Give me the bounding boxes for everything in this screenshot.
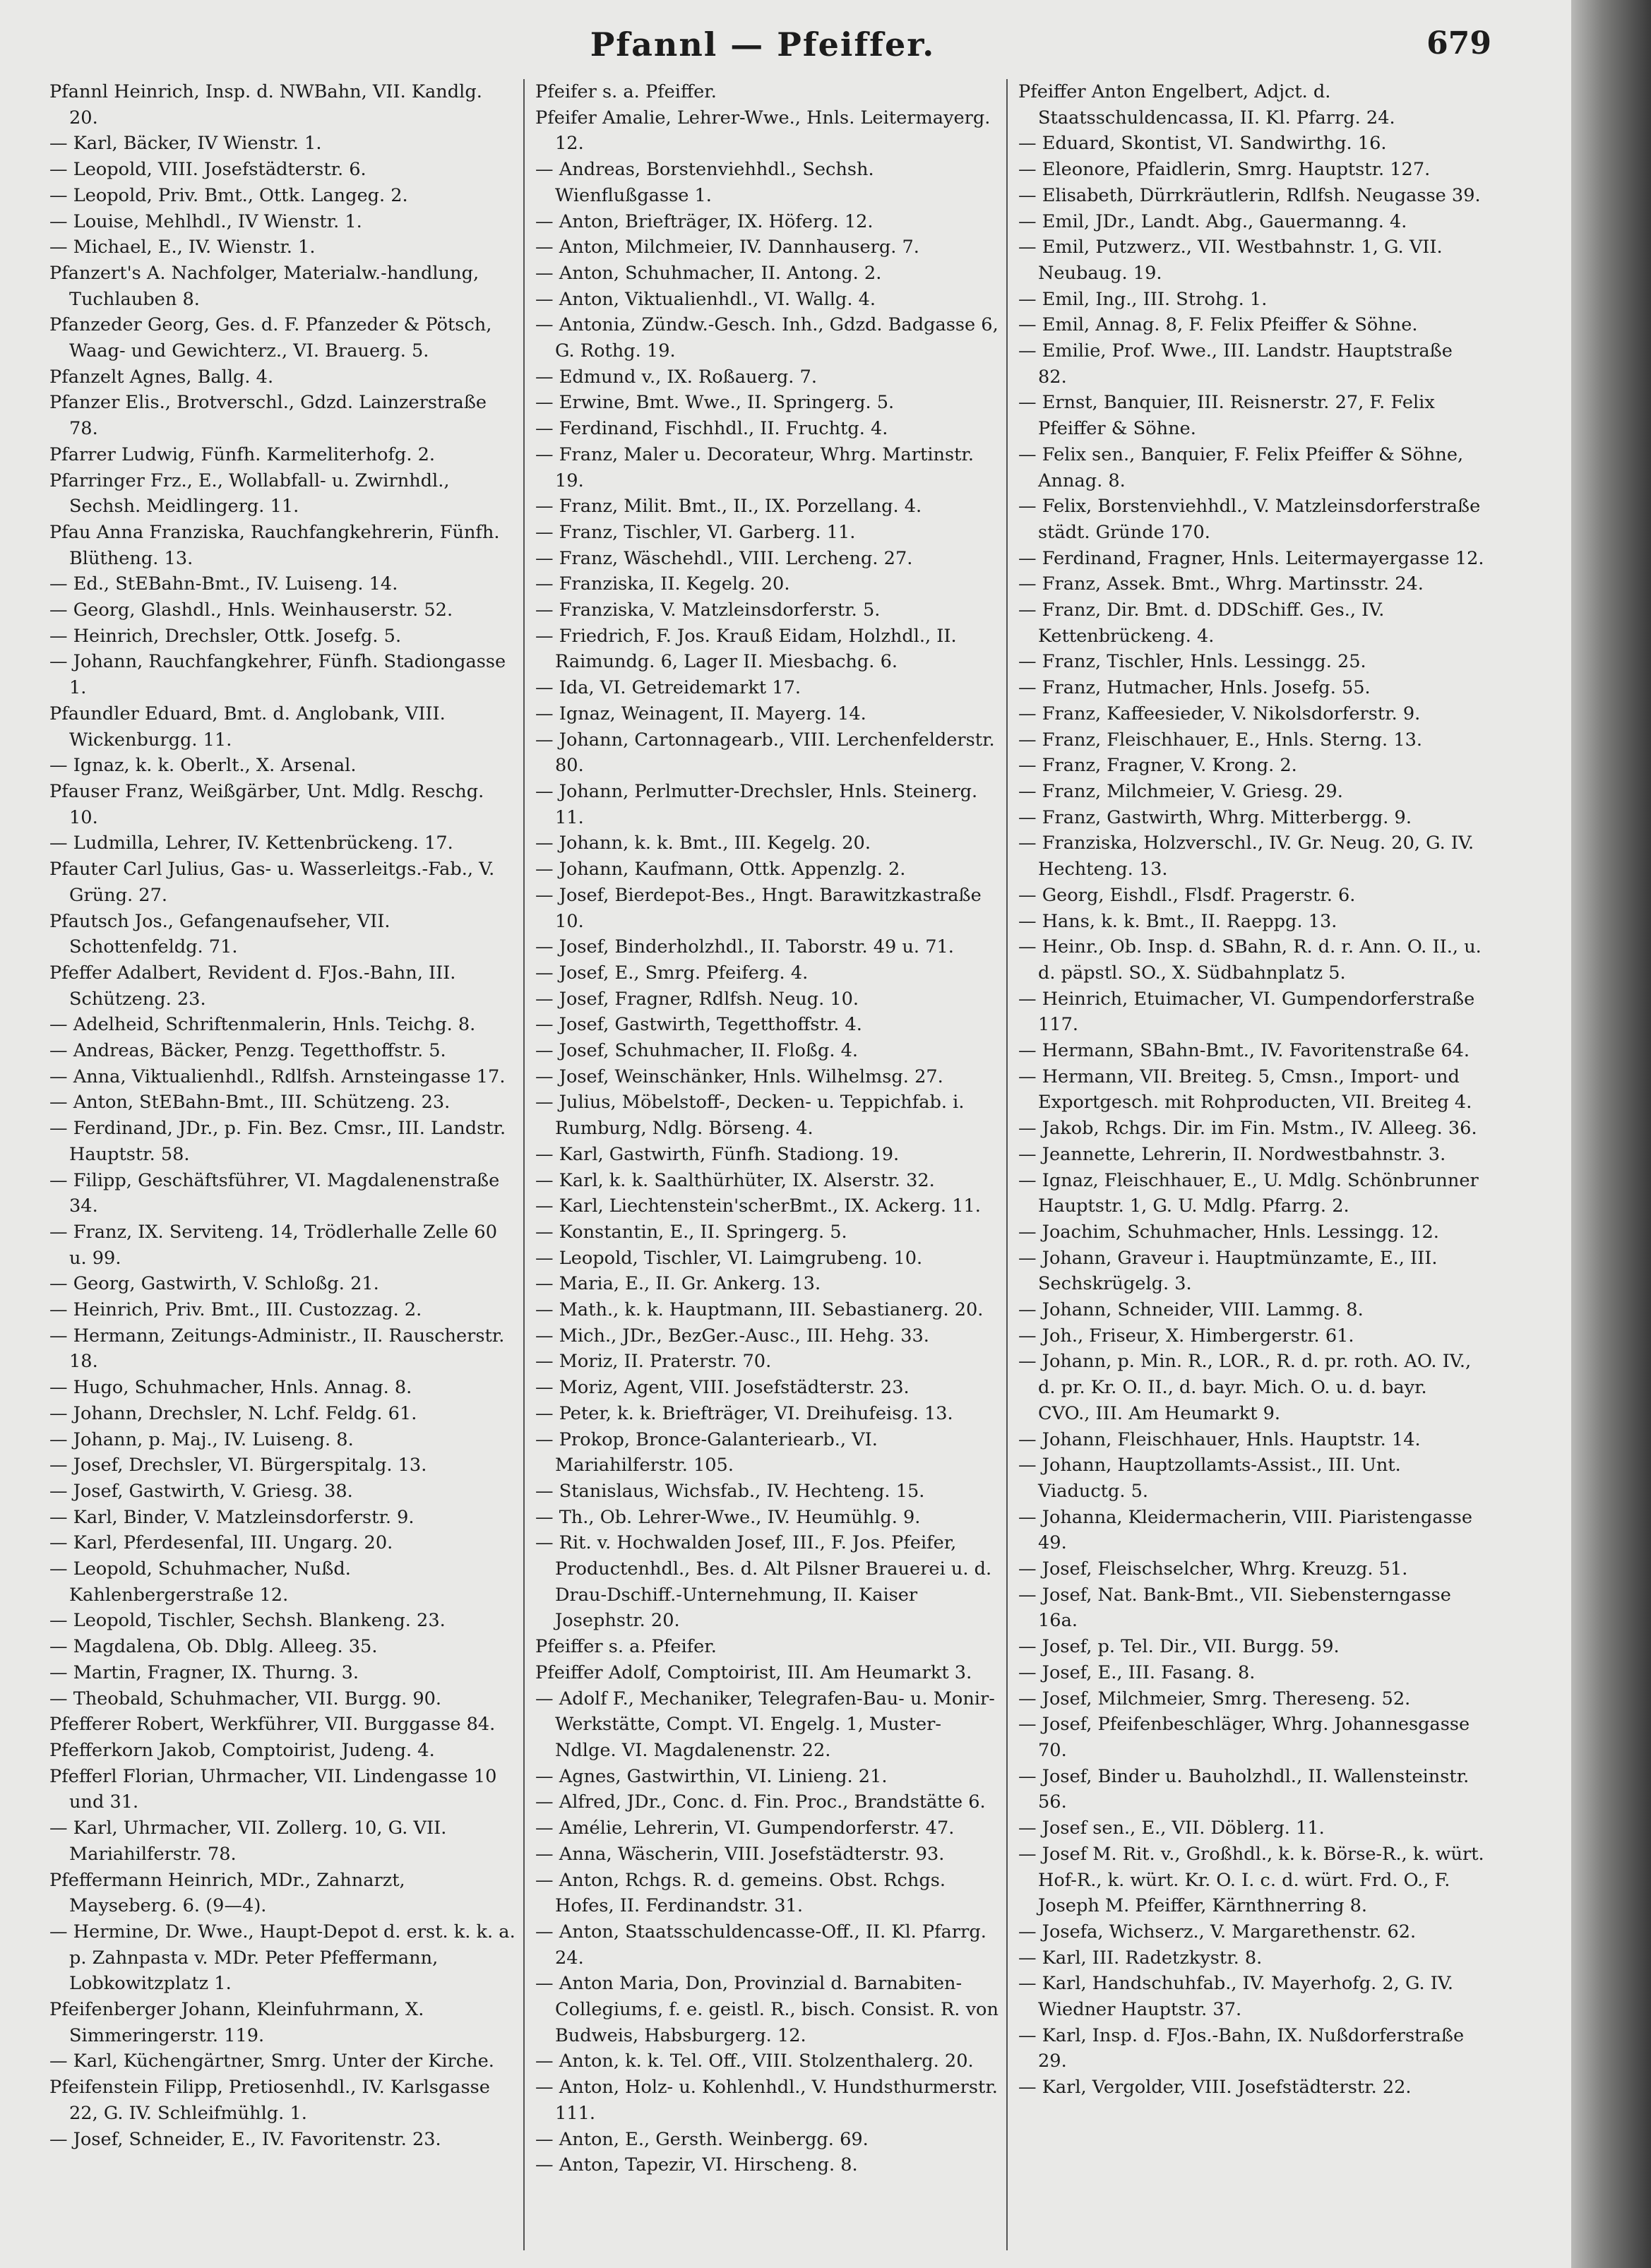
directory-entry: — Hermine, Dr. Wwe., Haupt-Depot d. erst. k. k. a. p. Zahnpasta v. MDr. Peter Pfeffermann, Lobkowitzplatz 1. (49, 1921, 521, 1995)
directory-entry: — Anton, Tapezir, VI. Hirscheng. 8. (535, 2154, 858, 2176)
directory-entry: — Josef, Weinschänker, Hnls. Wilhelmsg. 27. (535, 1066, 943, 1087)
directory-entry: — Josef, Gastwirth, Tegetthoffstr. 4. (535, 1014, 862, 1036)
directory-entry: — Josef M. Rit. v., Großhdl., k. k. Börse-R., k. würt. Hof-R., k. würt. Kr. O. I. c. d. würt. Frd. O., F. Joseph M. Pfeiffer, Kärnthnerring 8. (1018, 1843, 1490, 1917)
directory-entry: — Adolf F., Mechaniker, Telegrafen-Bau- u. Monir-Werkstätte, Compt. VI. Engelg. 1, Muster-Ndlge. VI. Magdalenenstr. 22. (535, 1688, 995, 1761)
directory-entry: — Johann, p. Min. R., LOR., R. d. pr. roth. AO. IV., d. pr. Kr. O. II., d. bayr. Mich. O. u. d. bayr. CVO., III. Am Heumarkt 9. (1018, 1351, 1477, 1424)
directory-entry: — Karl, Vergolder, VIII. Josefstädterstr. 22. (1018, 2077, 1412, 2099)
directory-entry: — Josef, E., Smrg. Pfeiferg. 4. (535, 962, 809, 984)
directory-entry: — Anton, Milchmeier, IV. Dannhauserg. 7. (535, 237, 919, 258)
directory-entry: — Ludmilla, Lehrer, IV. Kettenbrückeng. 17. (49, 832, 453, 854)
directory-entry: — Josefa, Wichserz., V. Margarethenstr. 62. (1018, 1921, 1417, 1942)
directory-entry: Pfefferkorn Jakob, Comptoirist, Judeng. 4. (49, 1740, 435, 1761)
directory-entry: — Franz, Hutmacher, Hnls. Josefg. 55. (1018, 677, 1371, 699)
directory-entry: — Magdalena, Ob. Dblg. Alleeg. 35. (49, 1636, 378, 1658)
directory-entry: — Hugo, Schuhmacher, Hnls. Annag. 8. (49, 1377, 412, 1399)
directory-entry: — Agnes, Gastwirthin, VI. Linieng. 21. (535, 1765, 888, 1787)
directory-entry: — Erwine, Bmt. Wwe., II. Springerg. 5. (535, 392, 895, 414)
directory-entry: — Felix sen., Banquier, F. Felix Pfeiffer & Söhne, Annag. 8. (1018, 443, 1470, 491)
directory-entry: — Franz, Milit. Bmt., II., IX. Porzellang. 4. (535, 496, 922, 518)
directory-entry: — Emil, JDr., Landt. Abg., Gauermanng. 4. (1018, 210, 1407, 232)
directory-entry: — Joh., Friseur, X. Himbergerstr. 61. (1018, 1325, 1354, 1347)
book-binding-edge (1571, 0, 1651, 2268)
directory-entry: — Prokop, Bronce-Galanteriearb., VI. Mariahilferstr. 105. (535, 1428, 884, 1476)
column-divider (523, 79, 525, 2250)
directory-entry: — Peter, k. k. Briefträger, VI. Dreihufeisg. 13. (535, 1402, 953, 1424)
directory-entry: — Andreas, Bäcker, Penzg. Tegetthoffstr. 5. (49, 1040, 446, 1062)
directory-entry: — Anton, Rchgs. R. d. gemeins. Obst. Rchgs. Hofes, II. Ferdinandstr. 31. (535, 1869, 952, 1917)
directory-entry: — Karl, Handschuhfab., IV. Mayerhofg. 2, G. IV. Wiedner Hauptstr. 37. (1018, 1973, 1460, 2021)
directory-entry: Pfefferer Robert, Werkführer, VII. Burggasse 84. (49, 1714, 496, 1736)
column-2 (535, 79, 1005, 2254)
directory-entry: — Josef, E., III. Fasang. 8. (1018, 1661, 1256, 1683)
directory-entry: — Rit. v. Hochwalden Josef, III., F. Jos. Pfeifer, Productenhdl., Bes. d. Alt Pilsner Brauerei u. d. Drau-Dschiff.-Unternehmung, II. Kaiser Josephstr. 20. (535, 1532, 998, 1632)
directory-entry: — Josef, Schuhmacher, II. Floßg. 4. (535, 1040, 859, 1062)
directory-entry: — Karl, Gastwirth, Fünfh. Stadiong. 19. (535, 1143, 900, 1165)
directory-entry: — Julius, Möbelstoff-, Decken- u. Teppichfab. i. Rumburg, Ndlg. Börseng. 4. (535, 1092, 970, 1140)
directory-entry: — Amélie, Lehrerin, VI. Gumpendorferstr. 47. (535, 1818, 955, 1839)
directory-entry: — Anton, Schuhmacher, II. Antong. 2. (535, 262, 882, 284)
directory-entry: — Maria, E., II. Gr. Ankerg. 13. (535, 1273, 821, 1295)
directory-entry: — Karl, Binder, V. Matzleinsdorferstr. 9. (49, 1506, 415, 1528)
directory-entry: — Ed., StEBahn-Bmt., IV. Luiseng. 14. (49, 573, 398, 595)
directory-entry: — Heinrich, Priv. Bmt., III. Custozzag. 2. (49, 1299, 422, 1321)
directory-entry: — Franz, IX. Serviteng. 14, Trödlerhalle Zelle 60 u. 99. (49, 1221, 503, 1269)
directory-entry: — Emil, Annag. 8, F. Felix Pfeiffer & Söhne. (1018, 314, 1418, 336)
directory-entry: — Filipp, Geschäftsführer, VI. Magdalenenstraße 34. (49, 1169, 506, 1217)
directory-entry: — Elisabeth, Dürrkräutlerin, Rdlfsh. Neugasse 39. (1018, 184, 1481, 206)
directory-entry: — Anton, Holz- u. Kohlenhdl., V. Hundsthurmerstr. 111. (535, 2077, 1004, 2124)
directory-entry: — Martin, Fragner, IX. Thurng. 3. (49, 1661, 359, 1683)
directory-entry: Pfanzert's A. Nachfolger, Materialw.-handlung, Tuchlauben 8. (49, 262, 485, 310)
directory-entry: — Ferdinand, JDr., p. Fin. Bez. Cmsr., III. Landstr. Hauptstr. 58. (49, 1118, 512, 1165)
directory-entry: — Jakob, Rchgs. Dir. im Fin. Mstm., IV. Alleeg. 36. (1018, 1118, 1477, 1140)
directory-entry: — Anton, Viktualienhdl., VI. Wallg. 4. (535, 288, 876, 310)
directory-entry: — Johann, Hauptzollamts-Assist., III. Unt. Viaductg. 5. (1018, 1455, 1407, 1502)
directory-entry: — Josef, Pfeifenbeschläger, Whrg. Johannesgasse 70. (1018, 1714, 1476, 1761)
directory-entry: — Johann, p. Maj., IV. Luiseng. 8. (49, 1428, 354, 1450)
directory-entry: — Moriz, II. Praterstr. 70. (535, 1351, 772, 1373)
directory-entry: — Franz, Milchmeier, V. Griesg. 29. (1018, 780, 1343, 802)
directory-entry: — Emilie, Prof. Wwe., III. Landstr. Hauptstraße 82. (1018, 340, 1458, 388)
directory-entry: — Ignaz, Weinagent, II. Mayerg. 14. (535, 703, 866, 724)
directory-entry: — Josef, p. Tel. Dir., VII. Burgg. 59. (1018, 1636, 1340, 1658)
page-header (0, 25, 1561, 75)
directory-entry: — Anna, Viktualienhdl., Rdlfsh. Arnsteingasse 17. (49, 1066, 506, 1087)
running-head: Pfannl — Pfeiffer. (590, 25, 936, 64)
directory-entry: — Jeannette, Lehrerin, II. Nordwestbahnstr. 3. (1018, 1143, 1446, 1165)
directory-entry: — Franz, Fleischhauer, E., Hnls. Sterng. 13. (1018, 729, 1423, 751)
directory-entry: — Emil, Putzwerz., VII. Westbahnstr. 1, G. VII. Neubaug. 19. (1018, 237, 1448, 284)
directory-entry: — Josef, Binderholzhdl., II. Taborstr. 49 u. 71. (535, 936, 954, 958)
directory-entry: — Josef, Fleischselcher, Whrg. Kreuzg. 51. (1018, 1558, 1408, 1580)
directory-entry: — Th., Ob. Lehrer-Wwe., IV. Heumühlg. 9. (535, 1506, 921, 1528)
directory-entry: — Ignaz, Fleischhauer, E., U. Mdlg. Schönbrunner Hauptstr. 1, G. U. Mdlg. Pfarrg. 2. (1018, 1169, 1484, 1217)
directory-entry: — Hermann, Zeitungs-Administr., II. Rauscherstr. 18. (49, 1325, 511, 1373)
directory-entry: — Hans, k. k. Bmt., II. Raeppg. 13. (1018, 910, 1337, 932)
directory-entry: — Georg, Gastwirth, V. Schloßg. 21. (49, 1273, 379, 1295)
directory-entry: — Josef, Binder u. Bauholzhdl., II. Wallensteinstr. 56. (1018, 1765, 1475, 1813)
directory-entry: — Franz, Kaffeesieder, V. Nikolsdorferstr. 9. (1018, 703, 1421, 724)
directory-entry: — Franz, Gastwirth, Whrg. Mitterbergg. 9. (1018, 806, 1412, 828)
directory-entry: — Adelheid, Schriftenmalerin, Hnls. Teichg. 8. (49, 1014, 476, 1036)
directory-entry: Pfeffermann Heinrich, MDr., Zahnarzt, Mayseberg. 6. (9—4). (49, 1869, 411, 1917)
directory-entry: — Franz, Tischler, Hnls. Lessingg. 25. (1018, 651, 1366, 673)
directory-entry: — Louise, Mehlhdl., IV Wienstr. 1. (49, 210, 362, 232)
directory-entry: — Andreas, Borstenviehhdl., Sechsh. Wienflußgasse 1. (535, 159, 880, 206)
directory-entry: Pfaundler Eduard, Bmt. d. Anglobank, VIII. Wickenburgg. 11. (49, 703, 451, 751)
directory-entry: — Theobald, Schuhmacher, VII. Burgg. 90. (49, 1688, 442, 1709)
directory-entry: — Josef, Schneider, E., IV. Favoritenstr. 23. (49, 2128, 441, 2150)
directory-entry: Pfeiffer Anton Engelbert, Adjct. d. Staatsschuldencassa, II. Kl. Pfarrg. 24. (1018, 81, 1395, 129)
directory-entry: — Franziska, II. Kegelg. 20. (535, 573, 790, 595)
directory-entry: — Johann, Graveur i. Hauptmünzamte, E., III. Sechskrügelg. 3. (1018, 1247, 1443, 1295)
directory-entry: — Franz, Assek. Bmt., Whrg. Martinsstr. 24. (1018, 573, 1424, 595)
directory-entry: — Franz, Maler u. Decorateur, Whrg. Martinstr. 19. (535, 443, 980, 491)
directory-entry: — Anton, StEBahn-Bmt., III. Schützeng. 23. (49, 1092, 451, 1114)
directory-entry: — Stanislaus, Wichsfab., IV. Hechteng. 15. (535, 1480, 925, 1502)
directory-entry: — Josef, Gastwirth, V. Griesg. 38. (49, 1480, 353, 1502)
directory-entry: Pfanzer Elis., Brotverschl., Gdzd. Lainzerstraße 78. (49, 392, 493, 440)
directory-entry: — Eleonore, Pfaidlerin, Smrg. Hauptstr. 127. (1018, 159, 1431, 181)
directory-entry: — Karl, Küchengärtner, Smrg. Unter der Kirche. (49, 2051, 494, 2072)
directory-entry: — Franz, Dir. Bmt. d. DDSchiff. Ges., IV. Kettenbrückeng. 4. (1018, 599, 1390, 647)
directory-entry: — Franz, Fragner, V. Krong. 2. (1018, 755, 1297, 777)
directory-entry: — Joachim, Schuhmacher, Hnls. Lessingg. 12. (1018, 1221, 1439, 1243)
directory-entry: — Karl, III. Radetzkystr. 8. (1018, 1947, 1263, 1969)
directory-entry: — Anton, Briefträger, IX. Höferg. 12. (535, 210, 874, 232)
directory-entry: Pfefferl Florian, Uhrmacher, VII. Lindengasse 10 und 31. (49, 1765, 503, 1813)
directory-entry: — Anton, E., Gersth. Weinbergg. 69. (535, 2128, 869, 2150)
directory-entry: — Heinrich, Etuimacher, VI. Gumpendorferstraße 117. (1018, 988, 1481, 1036)
directory-entry: — Anna, Wäscherin, VIII. Josefstädterstr. 93. (535, 1843, 945, 1865)
directory-entry: — Josef, Fragner, Rdlfsh. Neug. 10. (535, 988, 859, 1010)
directory-entry: — Franz, Tischler, VI. Garberg. 11. (535, 521, 856, 543)
directory-entry: Pfarrer Ludwig, Fünfh. Karmeliterhofg. 2. (49, 443, 436, 465)
directory-entry: — Karl, Uhrmacher, VII. Zollerg. 10, G. VII. Mariahilferstr. 78. (49, 1818, 453, 1865)
directory-entry: — Antonia, Zündw.-Gesch. Inh., Gdzd. Badgasse 6, G. Rothg. 19. (535, 314, 1004, 362)
directory-entry: — Georg, Glashdl., Hnls. Weinhauserstr. 52. (49, 599, 453, 621)
directory-entry: Pfeiffer Adolf, Comptoirist, III. Am Heumarkt 3. (535, 1661, 972, 1683)
directory-entry: — Karl, Pferdesenfal, III. Ungarg. 20. (49, 1532, 393, 1554)
directory-entry: — Heinrich, Drechsler, Ottk. Josefg. 5. (49, 625, 402, 647)
directory-entry: — Franziska, Holzverschl., IV. Gr. Neug. 20, G. IV. Hechteng. 13. (1018, 832, 1480, 881)
directory-entry: Pfeifenstein Filipp, Pretiosenhdl., IV. Karlsgasse 22, G. IV. Schleifmühlg. 1. (49, 2077, 496, 2124)
directory-entry: — Hermann, SBahn-Bmt., IV. Favoritenstraße 64. (1018, 1040, 1470, 1062)
directory-entry: Pfarringer Frz., E., Wollabfall- u. Zwirnhdl., Sechsh. Meidlingerg. 11. (49, 470, 455, 518)
directory-entry: — Heinr., Ob. Insp. d. SBahn, R. d. r. Ann. O. II., u. d. päpstl. SO., X. Südbahnplatz 5. (1018, 936, 1487, 984)
directory-entry: — Josef sen., E., VII. Döblerg. 11. (1018, 1818, 1325, 1839)
directory-entry: — Karl, Liechtenstein'scherBmt., IX. Ackerg. 11. (535, 1195, 981, 1217)
directory-entry: — Johann, Perlmutter-Drechsler, Hnls. Steinerg. 11. (535, 780, 984, 828)
directory-entry: — Anton, Staatsschuldencasse-Off., II. Kl. Pfarrg. 24. (535, 1921, 992, 1969)
directory-entry: Pfeifenberger Johann, Kleinfuhrmann, X. Simmeringerstr. 119. (49, 1999, 430, 2046)
directory-entry: Pfeffer Adalbert, Revident d. FJos.-Bahn, III. Schützeng. 23. (49, 962, 462, 1010)
directory-entry: Pfeifer Amalie, Lehrer-Wwe., Hnls. Leitermayerg. 12. (535, 107, 996, 155)
directory-entry: — Leopold, Priv. Bmt., Ottk. Langeg. 2. (49, 184, 408, 206)
directory-entry: — Josef, Bierdepot-Bes., Hngt. Barawitzkastraße 10. (535, 884, 987, 932)
directory-entry: — Johann, k. k. Bmt., III. Kegelg. 20. (535, 832, 871, 854)
directory-entry: Pfau Anna Franziska, Rauchfangkehrerin, Fünfh. Blütheng. 13. (49, 521, 506, 569)
column-1 (49, 79, 521, 2254)
directory-entry: — Karl, Insp. d. FJos.-Bahn, IX. Nußdorferstraße 29. (1018, 2024, 1470, 2072)
directory-entry: — Johanna, Kleidermacherin, VIII. Piaristengasse 49. (1018, 1506, 1479, 1554)
directory-entry: Pfeiffer s. a. Pfeifer. (535, 1636, 717, 1658)
directory-entry: — Friedrich, F. Jos. Krauß Eidam, Holzhdl., II. Raimundg. 6, Lager II. Miesbachg. 6. (535, 625, 962, 673)
directory-entry: — Johann, Schneider, VIII. Lammg. 8. (1018, 1299, 1364, 1321)
directory-entry: — Johann, Kaufmann, Ottk. Appenzlg. 2. (535, 859, 906, 881)
directory-entry: Pfautsch Jos., Gefangenaufseher, VII. Schottenfeldg. 71. (49, 910, 396, 958)
directory-entry: — Johann, Drechsler, N. Lchf. Feldg. 61. (49, 1402, 417, 1424)
directory-entry: — Michael, E., IV. Wienstr. 1. (49, 237, 316, 258)
page-number: 679 (1426, 25, 1491, 61)
directory-entry: — Leopold, VIII. Josefstädterstr. 6. (49, 159, 366, 181)
directory-entry: — Moriz, Agent, VIII. Josefstädterstr. 23. (535, 1377, 910, 1399)
directory-entry: — Emil, Ing., III. Strohg. 1. (1018, 288, 1268, 310)
directory-entry: — Johann, Cartonnagearb., VIII. Lerchenfelderstr. 80. (535, 729, 1001, 777)
directory-entry: — Franziska, V. Matzleinsdorferstr. 5. (535, 599, 881, 621)
directory-entry: — Ernst, Banquier, III. Reisnerstr. 27, F. Felix Pfeiffer & Söhne. (1018, 392, 1441, 440)
directory-entry: — Mich., JDr., BezGer.-Ausc., III. Hehg. 33. (535, 1325, 929, 1347)
directory-entry: — Math., k. k. Hauptmann, III. Sebastianerg. 20. (535, 1299, 984, 1321)
directory-entry: — Karl, Bäcker, IV Wienstr. 1. (49, 133, 322, 155)
directory-entry: — Ida, VI. Getreidemarkt 17. (535, 677, 801, 699)
directory-entry: — Josef, Nat. Bank-Bmt., VII. Siebensterngasse 16a. (1018, 1584, 1458, 1632)
directory-entry: — Franz, Wäschehdl., VIII. Lercheng. 27. (535, 547, 913, 569)
directory-entry: — Leopold, Tischler, Sechsh. Blankeng. 23. (49, 1610, 446, 1632)
directory-entry: — Anton, k. k. Tel. Off., VIII. Stolzenthalerg. 20. (535, 2051, 974, 2072)
column-divider (1006, 79, 1008, 2250)
directory-entry: — Anton Maria, Don, Provinzial d. Barnabiten-Collegiums, f. e. geistl. R., bisch. Consist. R. von Budweis, Habsburgerg. 12. (535, 1973, 1005, 2046)
directory-entry: — Josef, Drechsler, VI. Bürgerspitalg. 13. (49, 1455, 427, 1476)
directory-entry: — Alfred, JDr., Conc. d. Fin. Proc., Brandstätte 6. (535, 1791, 986, 1813)
directory-entry: — Konstantin, E., II. Springerg. 5. (535, 1221, 847, 1243)
directory-entry: — Eduard, Skontist, VI. Sandwirthg. 16. (1018, 133, 1387, 155)
directory-entry: — Ferdinand, Fragner, Hnls. Leitermayergasse 12. (1018, 547, 1484, 569)
directory-entry: — Johann, Fleischhauer, Hnls. Hauptstr. 14. (1018, 1428, 1421, 1450)
directory-entry: Pfeifer s. a. Pfeiffer. (535, 81, 717, 102)
directory-entry: Pfauser Franz, Weißgärber, Unt. Mdlg. Reschg. 10. (49, 780, 490, 828)
directory-entry: — Felix, Borstenviehhdl., V. Matzleinsdorferstraße städt. Gründe 170. (1018, 496, 1486, 543)
directory-entry: Pfauter Carl Julius, Gas- u. Wasserleitgs.-Fab., V. Grüng. 27. (49, 859, 501, 906)
directory-entry: Pfannl Heinrich, Insp. d. NWBahn, VII. Kandlg. 20. (49, 81, 488, 129)
column-3 (1018, 79, 1490, 2254)
directory-entry: — Karl, k. k. Saalthürhüter, IX. Alserstr. 32. (535, 1169, 935, 1191)
directory-entry: — Hermann, VII. Breiteg. 5, Cmsn., Import- und Exportgesch. mit Rohproducten, VII. Breiteg 4. (1018, 1066, 1472, 1114)
directory-entry: — Johann, Rauchfangkehrer, Fünfh. Stadiongasse 1. (49, 651, 512, 699)
directory-entry: — Edmund v., IX. Roßauerg. 7. (535, 366, 817, 388)
directory-entry: — Josef, Milchmeier, Smrg. Thereseng. 52. (1018, 1688, 1411, 1709)
directory-entry: — Georg, Eishdl., Flsdf. Pragerstr. 6. (1018, 884, 1356, 906)
directory-entry: — Leopold, Schuhmacher, Nußd. Kahlenbergerstraße 12. (49, 1558, 357, 1606)
directory-entry: — Ignaz, k. k. Oberlt., X. Arsenal. (49, 755, 357, 777)
directory-entry: Pfanzeder Georg, Ges. d. F. Pfanzeder & Pötsch, Waag- und Gewichterz., VI. Brauerg. 5. (49, 314, 498, 362)
directory-entry: — Leopold, Tischler, VI. Laimgrubeng. 10. (535, 1247, 923, 1269)
directory-entry: Pfanzelt Agnes, Ballg. 4. (49, 366, 274, 388)
directory-entry: — Ferdinand, Fischhdl., II. Fruchtg. 4. (535, 418, 888, 440)
